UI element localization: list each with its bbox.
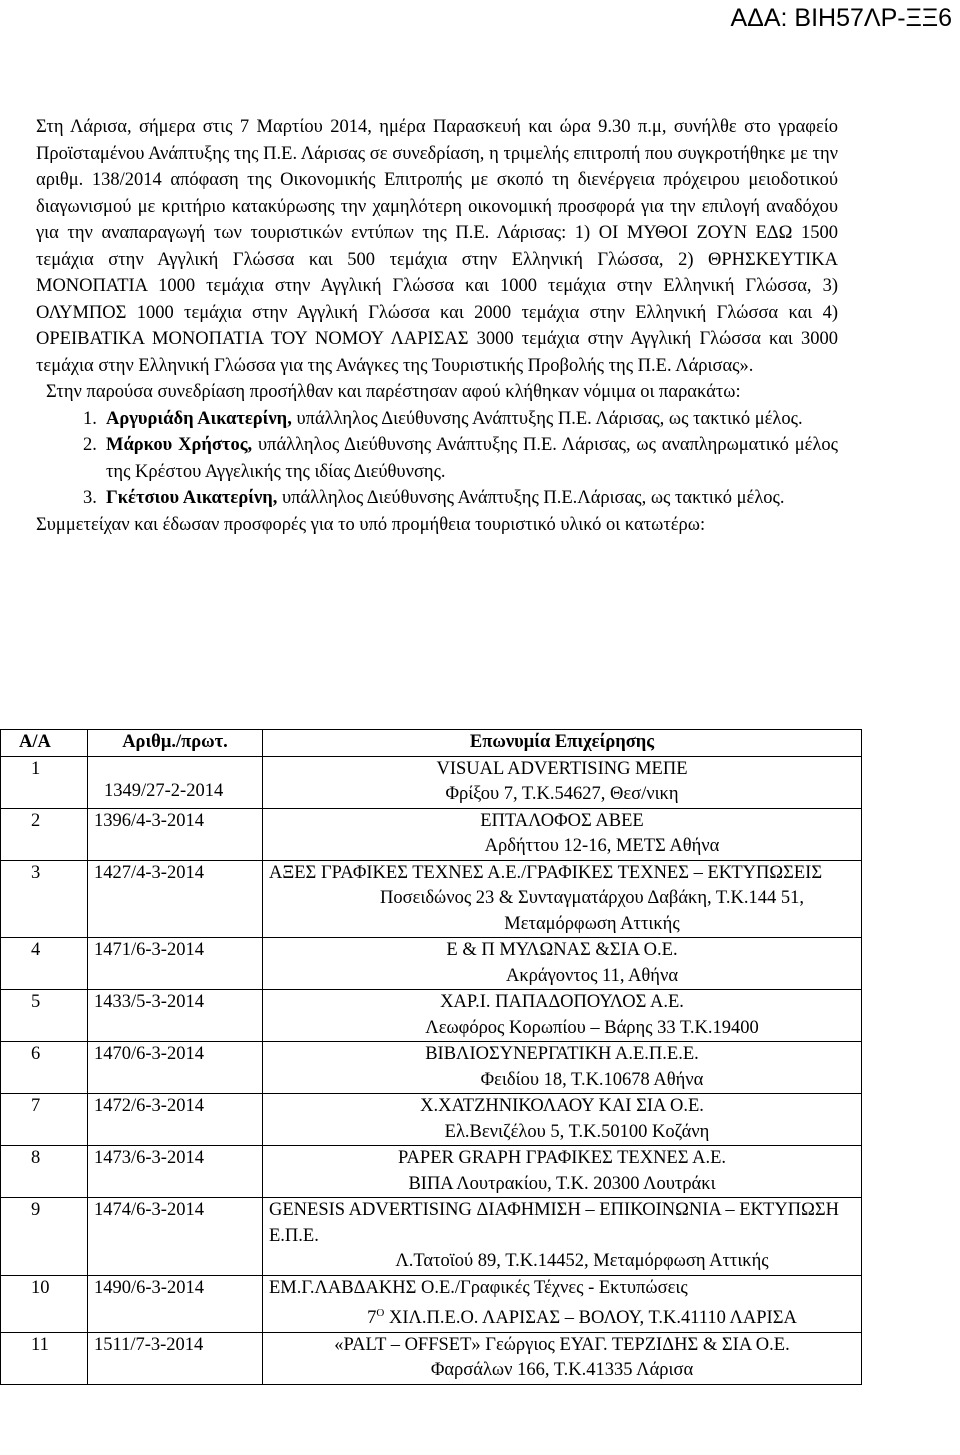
table-row (1, 1094, 862, 1146)
row-company (263, 808, 862, 860)
header-protocol: Αριθμ./πρωτ. (88, 730, 263, 757)
header-aa: Α/Α (1, 730, 88, 757)
row-aa: 6 (1, 1042, 88, 1094)
company-address: Ποσειδώνος 23 & Συνταγματάρχου Δαβάκη, Τ.Κ.144 51, Μεταμόρφωση Αττικής (380, 888, 804, 934)
table-row (1, 1332, 862, 1384)
company-address: Φειδίου 18, Τ.Κ.10678 Αθήνα (480, 1069, 704, 1090)
row-protocol: 1471/6-3-2014 (88, 938, 263, 990)
header-company: Επωνυμία Επιχείρησης (263, 730, 862, 757)
member-item (83, 406, 838, 433)
row-company (263, 1042, 862, 1094)
row-protocol: 1396/4-3-2014 (88, 808, 263, 860)
member-number: 2. (83, 435, 97, 455)
table-row (1, 1275, 862, 1332)
company-address: ΒΙΠΑ Λουτρακίου, Τ.Κ. 20300 Λουτράκι (408, 1173, 716, 1194)
member-number: 1. (83, 408, 97, 429)
member-number: 3. (83, 488, 97, 508)
member-name: Αργυριάδη Αικατερίνη, (106, 408, 292, 429)
company-name: ΕΜ.Γ.ΛΑΒΔΑΚΗΣ Ο.Ε./Γραφικές Τέχνες - Εκτυπώσεις (269, 1277, 688, 1298)
company-name: ΒΙΒΛΙΟΣΥΝΕΡΓΑΤΙΚΗ Α.Ε.Π.Ε.Ε. (425, 1044, 699, 1064)
row-protocol: 1472/6-3-2014 (88, 1094, 263, 1146)
row-aa: 3 (1, 860, 88, 938)
member-item (83, 485, 838, 512)
table-row (1, 1146, 862, 1198)
row-protocol: 1349/27-2-2014 (88, 756, 263, 808)
member-name: Γκέτσιου Αικατερίνη, (106, 488, 278, 508)
row-protocol: 1511/7-3-2014 (88, 1332, 263, 1384)
company-name: PAPER GRAPH ΓΡΑΦΙΚΕΣ ΤΕΧΝΕΣ Α.Ε. (397, 1148, 727, 1168)
ada-code: ΑΔΑ: ΒΙΗ57ΛΡ-ΞΞ6 (730, 4, 952, 32)
company-address: Ακράγοντος 11, Αθήνα (505, 965, 679, 986)
row-company (263, 1146, 862, 1198)
intro-paragraph: Στη Λάρισα, σήμερα στις 7 Μαρτίου 2014, ημέρα Παρασκευή και ώρα 9.30 π.μ, συνήλθε στο γραφείο Προϊσταμένου Ανάπτυξης της Π.Ε. Λάρισας σε συνεδρίαση, η τριμελής επιτροπή που συγκροτήθηκε με την αριθμ. 138/2014 απόφαση της Οικονομικής Επιτροπής με σκοπό τη διενέργεια πρόχειρου μειοδοτικού διαγωνισμού με κριτήριο κατακύρωσης την χαμηλότερη οικονομική προσφορά για την επιλογή αναδόχου για την αναπαραγωγή των τουριστικών εντύπων της Π.Ε. Λάρισας: 1) ΟΙ ΜΥΘΟΙ ΖΟΥΝ ΕΔΩ 1500 τεμάχια στην Αγγλική Γλώσσα και 500 τεμάχια στην Ελληνική Γλώσσα, 2) ΘΡΗΣΚΕΥΤΙΚΑ ΜΟΝΟΠΑΤΙΑ 1000 τεμάχια στην Αγγλική Γλώσσα και 1000 τεμάχια στην Ελληνική Γλώσσα, 3) ΟΛΥΜΠΟΣ 1000 τεμάχια στην Αγγλική Γλώσσα και 2000 τεμάχια στην Ελληνική Γλώσσα και 4) ΟΡΕΙΒΑΤΙΚΑ ΜΟΝΟΠΑΤΙΑ ΤΟΥ ΝΟΜΟΥ ΛΑΡΙΣΑΣ 3000 τεμάχια στην Αγγλική Γλώσσα και 3000 τεμάχια στην Ελληνική Γλώσσα για της Ανάγκες της Τουριστικής Προβολής της Π.Ε. Λάρισας». (36, 117, 838, 376)
committee-members-list (36, 406, 838, 512)
row-company (263, 756, 862, 808)
company-address: Λ.Τατοϊού 89, Τ.Κ.14452, Μεταμόρφωση Αττικής (395, 1251, 769, 1271)
address-km: 7 (367, 1308, 377, 1329)
company-name: «PALT – OFFSET» Γεώργιος ΕΥΑΓ. ΤΕΡΖΙΔΗΣ & ΣΙΑ Ο.Ε. (334, 1334, 790, 1355)
row-company (263, 1332, 862, 1384)
company-address: Λεωφόρος Κορωπίου – Βάρης 33 Τ.Κ.19400 (425, 1017, 759, 1038)
table-row (1, 938, 862, 990)
attendance-paragraph: Στην παρούσα συνεδρίαση προσήλθαν και παρέστησαν αφού κλήθηκαν νόμιμα οι παρακάτω: (46, 382, 741, 402)
row-company (263, 1094, 862, 1146)
company-address (269, 1301, 855, 1332)
row-protocol: 1473/6-3-2014 (88, 1146, 263, 1198)
offers-intro: Συμμετείχαν και έδωσαν προσφορές για το υπό προμήθεια τουριστικό υλικό οι κατωτέρω: (36, 514, 706, 535)
company-address: Ελ.Βενιζέλου 5, Τ.Κ.50100 Κοζάνη (444, 1121, 710, 1142)
row-company (263, 990, 862, 1042)
company-address: Φρίξου 7, Τ.Κ.54627, Θεσ/νικη (445, 784, 679, 804)
table-row (1, 860, 862, 938)
company-name: ΕΠΤΑΛΟΦΟΣ ΑΒΕΕ (480, 810, 644, 831)
company-name: ΑΞΕΣ ΓΡΑΦΙΚΕΣ ΤΕΧΝΕΣ Α.Ε./ΓΡΑΦΙΚΕΣ ΤΕΧΝΕΣ – ΕΚΤΥΠΩΣΕΙΣ (269, 862, 823, 883)
company-name: GENESIS ADVERTISING ΔΙΑΦΗΜΙΣΗ – ΕΠΙΚΟΙΝΩΝΙΑ – ΕΚΤΥΠΩΣΗ Ε.Π.Ε. (269, 1200, 839, 1246)
member-name: Μάρκου Χρήστος, (106, 435, 253, 455)
member-role: υπάλληλος Διεύθυνσης Ανάπτυξης Π.Ε.Λάρισας, ως τακτικό μέλος. (277, 488, 785, 508)
member-role: υπάλληλος Διεύθυνσης Ανάπτυξης Π.Ε. Λάρισας, ως τακτικό μέλος. (291, 408, 803, 429)
row-company (263, 1275, 862, 1332)
row-company (263, 860, 862, 938)
row-protocol: 1470/6-3-2014 (88, 1042, 263, 1094)
row-protocol: 1433/5-3-2014 (88, 990, 263, 1042)
table-header-row (1, 730, 862, 757)
company-address: Φαρσάλων 166, Τ.Κ.41335 Λάρισα (430, 1360, 694, 1381)
company-address: Αρδήττου 12-16, ΜΕΤΣ Αθήνα (484, 836, 720, 856)
table-row (1, 756, 862, 808)
row-aa: 8 (1, 1146, 88, 1198)
row-aa: 2 (1, 808, 88, 860)
row-aa: 7 (1, 1094, 88, 1146)
row-company (263, 1198, 862, 1276)
member-role: υπάλληλος Διεύθυνσης Ανάπτυξης Π.Ε. Λάρισας, ως αναπληρωματικό μέλος της Κρέστου Αγγελικής της ιδίας Διεύθυνσης. (106, 435, 838, 482)
row-aa: 1 (1, 756, 88, 808)
table-row (1, 1198, 862, 1276)
table-row (1, 1042, 862, 1094)
row-aa: 9 (1, 1198, 88, 1276)
row-aa: 11 (1, 1332, 88, 1384)
address-rest: ΧΙΛ.Π.Ε.Ο. ΛΑΡΙΣΑΣ – ΒΟΛΟΥ, Τ.Κ.41110 ΛΑΡΙΣΑ (384, 1308, 797, 1329)
row-protocol: 1490/6-3-2014 (88, 1275, 263, 1332)
member-item (83, 432, 838, 485)
company-name: Χ.ΧΑΤΖΗΝΙΚΟΛΑΟΥ ΚΑΙ ΣΙΑ Ο.Ε. (420, 1096, 704, 1116)
row-protocol: 1474/6-3-2014 (88, 1198, 263, 1276)
row-protocol: 1427/4-3-2014 (88, 860, 263, 938)
company-name: VISUAL ADVERTISING ΜΕΠΕ (436, 758, 688, 779)
address-ordinal: Ο (376, 1307, 385, 1319)
company-name: Ε & Π ΜΥΛΩΝΑΣ &ΣΙΑ Ο.Ε. (446, 940, 678, 960)
row-aa: 4 (1, 938, 88, 990)
document-body (36, 114, 838, 538)
row-aa: 10 (1, 1275, 88, 1332)
row-aa: 5 (1, 990, 88, 1042)
company-name: ΧΑΡ.Ι. ΠΑΠΑΔΟΠΟΥΛΟΣ Α.Ε. (440, 992, 684, 1012)
offers-table (0, 729, 862, 1385)
row-company (263, 938, 862, 990)
table-row (1, 990, 862, 1042)
table-row (1, 808, 862, 860)
